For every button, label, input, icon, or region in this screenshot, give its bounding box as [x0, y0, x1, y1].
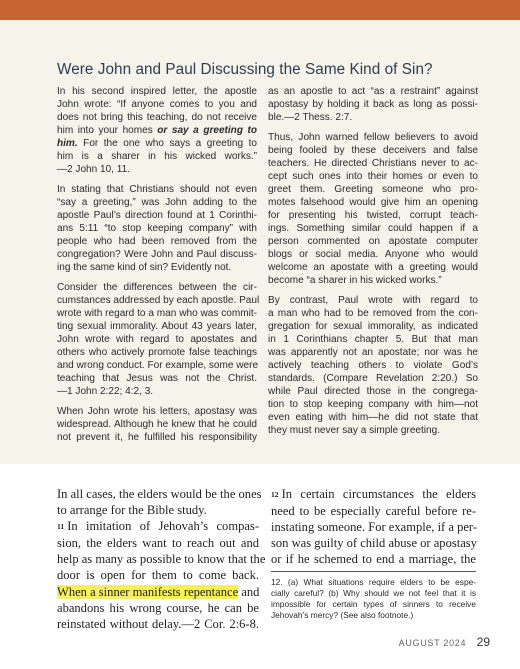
text-run: widespread. Although he knew that he could: [57, 418, 257, 430]
text-line: [57, 281, 257, 294]
text-line: teachers. He directed Christians never to ac-: [268, 157, 478, 169]
text-line: become “a sharer in his wicked works.”: [268, 275, 442, 287]
article-line: [57, 486, 262, 502]
text-line: [57, 333, 257, 346]
text-run: In his second inspired letter, the apostle: [57, 86, 257, 97]
text-line: [57, 163, 257, 176]
article-left-column: [57, 486, 266, 632]
text-run: teaching that Jesus was not the Christ.: [57, 372, 257, 384]
text-run: help as many as possible to know that the: [57, 552, 266, 567]
text-line: [57, 235, 257, 248]
page-footer: [399, 633, 490, 651]
text-run: ans 5:11 “to stop keeping company” with: [57, 222, 257, 234]
text-line: motes falsehood would give him an opening: [268, 196, 478, 208]
text-line: ble.—2 Thess. 2:7.: [268, 112, 353, 124]
sidebar-paragraph: [57, 281, 260, 398]
question-line: Jehovah’s mercy? (See also footnote.): [271, 610, 414, 620]
text-line: was apparently not an apostate; nor was he: [268, 346, 478, 358]
sidebar-paragraph: [57, 183, 257, 274]
text-run: not prevent it, he fulfilled his responsibility: [57, 431, 257, 443]
text-run: door is open for them to come back.: [57, 568, 259, 583]
text-run: In certain circumstances the elders: [281, 487, 476, 501]
article-line: [271, 551, 476, 567]
text-run: ting sexual immorality. About 43 years later,: [57, 320, 257, 332]
article-line: [57, 518, 259, 535]
text-line: [57, 137, 257, 150]
text-run: and: [238, 584, 260, 599]
article-line: [271, 519, 476, 535]
text-run: apostle Paul’s direction found at 1 Corinthi-: [57, 209, 257, 221]
text-run: people who had been removed from the: [57, 236, 257, 248]
text-line: as an apostle to act “as a restraint” against: [268, 86, 478, 97]
sidebar-title: Were John and Paul Discussing the Same Kind of Sin?: [57, 60, 433, 78]
text-run: abandons his wrong course, he can be: [57, 600, 259, 615]
article-line: [57, 584, 259, 600]
text-line: [57, 307, 257, 320]
sidebar-left-column: [57, 85, 260, 450]
article-line: [271, 503, 476, 519]
text-run: reinstated without delay.—2 Cor. 2:6-8.: [57, 616, 259, 631]
text-run: John wrote: “If anyone comes to you and: [57, 99, 257, 111]
text-line: even eating with him—he did not state that: [268, 412, 478, 424]
text-line: [57, 85, 257, 98]
text-line: gregation for sexual immorality, as indicated: [268, 320, 478, 332]
text-line: standards. (Compare Revelation 2:20.) So: [268, 372, 478, 384]
text-run: In stating that Christians should not even: [57, 183, 257, 195]
paragraph-number: 11: [57, 522, 65, 532]
text-line: [57, 222, 257, 235]
text-line: [57, 261, 257, 274]
text-run: congregation? Were John and Paul discuss-: [57, 249, 257, 261]
sidebar-paragraph: [268, 85, 478, 124]
article-line: [271, 535, 476, 551]
text-run: cumstances addressed by each apostle. Paul: [57, 294, 260, 306]
text-run: or if he schemed to end a marriage, the: [271, 552, 476, 567]
text-run: ing the same kind of sin? Evidently not.: [57, 262, 232, 274]
text-run: him is a sharer in his wicked works.”: [57, 151, 257, 163]
text-line: tion to stop keeping company with him—not: [268, 399, 478, 411]
text-run: For the one who says a greeting to: [77, 138, 257, 150]
issue-label: AUGUST 2024: [398, 638, 467, 648]
highlighted-text: When a sinner manifests repentance: [57, 584, 239, 599]
text-line: welcome an apostate with a greeting would: [268, 262, 478, 274]
text-run: instating someone. For example, if a per-: [271, 520, 478, 535]
text-line: they must never say a simple greeting.: [268, 425, 440, 437]
text-run: —2 John 10, 11.: [57, 164, 130, 176]
article-line: [271, 486, 476, 503]
text-run: and wrong conduct. For example, some were: [57, 359, 259, 371]
text-line: [57, 150, 257, 163]
text-run: does not bring this teaching, do not receive: [57, 112, 257, 124]
sidebar-paragraph: [57, 85, 257, 176]
sidebar-paragraph: [268, 294, 478, 438]
text-line: [57, 418, 257, 431]
study-questions-divider: [271, 571, 476, 572]
sidebar-right-column: [268, 85, 478, 444]
text-run: “say a greeting,” was John adding to the: [57, 196, 257, 208]
text-line: [57, 196, 257, 209]
text-line: [57, 320, 257, 333]
emphasis-text: him.: [57, 138, 78, 150]
article-right-column: [271, 486, 476, 567]
text-line: [57, 385, 257, 398]
top-accent-bar: [0, 0, 520, 20]
article-line: [57, 502, 259, 518]
text-line: [57, 98, 257, 111]
sidebar-paragraph: [268, 131, 478, 288]
article-line: [57, 567, 259, 583]
text-run: sion, the elders want to reach out and: [57, 536, 259, 551]
text-line: greet them. Greeting someone who pro-: [268, 183, 478, 195]
article-line: [57, 600, 259, 616]
text-run: to arrange for the Bible study.: [57, 503, 207, 518]
text-line: [57, 111, 257, 124]
question-line: 12. (a) What situations require elders to be espe-: [271, 577, 476, 587]
text-run: wrote with regard to a man who was commit-: [57, 307, 257, 319]
text-run: —1 John 2:22; 4:2, 3.: [57, 386, 154, 398]
text-line: for presenting his twisted, corrupt teach-: [268, 209, 478, 221]
text-line: in 1 Corinthians chapter 5. But that man: [268, 333, 478, 345]
text-run: In imitation of Jehovah’s compas-: [67, 519, 259, 534]
text-line: [57, 431, 257, 444]
text-line: [57, 209, 257, 222]
text-line: while Paul directed those in the congrega-: [268, 386, 478, 398]
text-line: [57, 183, 257, 196]
text-line: [57, 346, 257, 359]
text-line: person commented on apostate computer: [268, 236, 478, 248]
study-questions: [271, 577, 476, 621]
text-run: son was guilty of child abuse or apostasy: [271, 536, 477, 551]
text-run: others who actively promote false teachings: [57, 346, 257, 358]
text-line: [57, 294, 260, 307]
text-line: [57, 124, 257, 137]
text-run: him into your homes: [57, 125, 158, 137]
text-run: When John wrote his letters, apostasy was: [57, 405, 257, 417]
text-line: cept such ones into their homes or even to: [268, 170, 478, 182]
question-line: impossible for certain types of sinners to receive: [271, 599, 476, 609]
article-line: [57, 551, 266, 567]
text-line: [57, 405, 257, 418]
paragraph-number: 12: [271, 490, 279, 499]
article-line: [57, 535, 259, 551]
text-line: a man who had to be removed from the con-: [268, 307, 478, 319]
text-line: Thus, John warned fellow believers to avoid: [268, 131, 478, 143]
sidebar-paragraph: [57, 405, 257, 444]
text-line: [57, 248, 257, 261]
text-line: blogs or social media. Anyone who would: [268, 249, 478, 261]
text-run: Consider the differences between the cir-: [57, 281, 257, 293]
text-line: By contrast, Paul wrote with regard to: [268, 294, 478, 306]
text-line: ings. Something similar could happen if a: [268, 222, 478, 234]
text-run: John wrote with regard to apostates and: [57, 333, 257, 345]
text-line: actively teaching others to violate God’s: [268, 359, 478, 371]
page-number: 29: [476, 635, 490, 649]
text-line: apostasy by holding it back as long as possi-: [268, 99, 478, 111]
text-run: need to be especially careful before re-: [271, 504, 476, 519]
emphasis-text: or say a greeting to: [157, 125, 257, 137]
text-line: being fooled by these deceivers and false: [268, 144, 478, 156]
text-line: [57, 372, 257, 385]
article-line: [57, 616, 259, 632]
text-line: [57, 359, 257, 372]
text-run: In all cases, the elders would be the ones: [57, 487, 262, 501]
question-line: cially careful? (b) Why should we not feel that it is: [271, 588, 476, 598]
